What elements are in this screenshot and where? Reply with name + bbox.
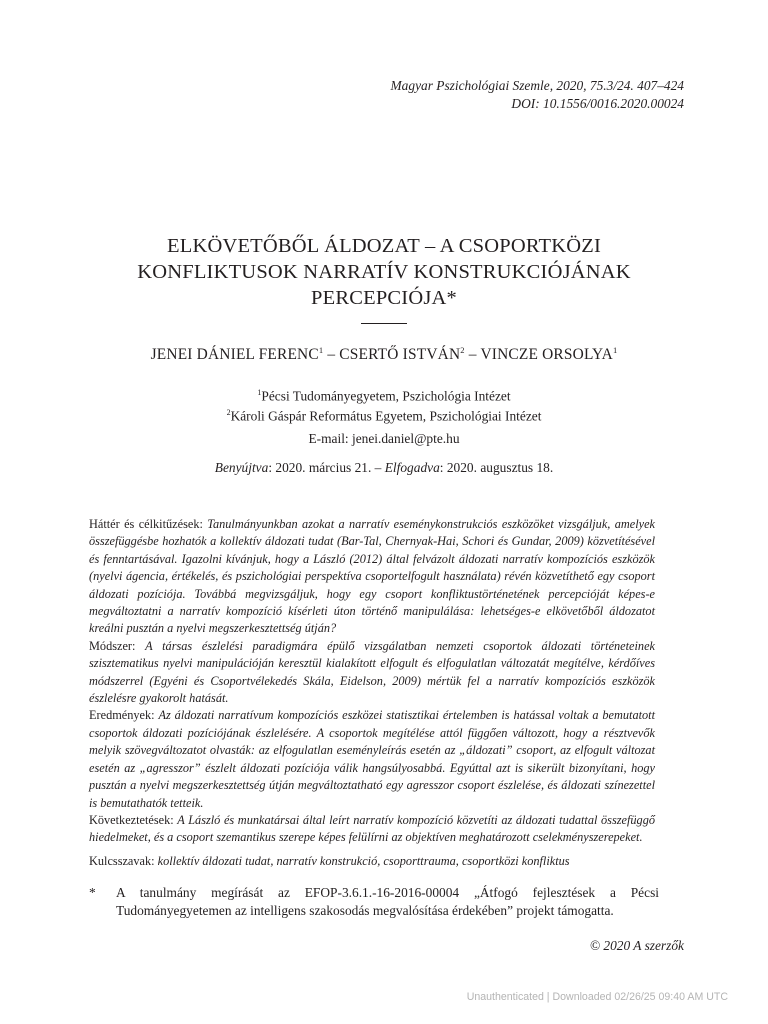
abstract	[89, 516, 655, 847]
affiliation-line	[84, 404, 684, 424]
title-line-2: KONFLIKTUSOK NARRATÍV KONSTRUKCIÓJÁNAK	[137, 261, 631, 283]
journal-header	[264, 77, 684, 113]
abstract-paragraph	[89, 638, 655, 708]
abstract-section-text: Az áldozati narratívum kompozíciós eszközei statisztikai értelemben is hatással voltak a bemutatott csoportok áldozati pozíciójának észlelésére. A csoportok megítélése attól függően változott, hogy a résztvevők melyik szövegváltozatot olvasták: az elfogulatlan eseményleírás esetén az „áldozati” csoport, az elfogult változat esetén az „agresszor” észlelt áldozati pozíciója válik hangsúlyosabbá. Egyúttal azt is sikerült bizonyítani, hogy pusztán a nyelvi megszerkesztettség útján megváltoztatható egy agresszor csoport észlelése, és áldozati színezettel is bemutathatók tetteik.	[89, 708, 655, 810]
author-affiliation-mark: 1	[612, 345, 618, 355]
author-name: JENEI DÁNIEL FERENC	[150, 346, 319, 364]
title-line-1: ELKÖVETŐBŐL ÁLDOZAT – A CSOPORTKÖZI	[167, 235, 601, 257]
article-title	[84, 233, 684, 311]
abstract-section-label: Háttér és célkitűzések:	[89, 517, 208, 531]
abstract-paragraph	[89, 516, 655, 638]
author-affiliation-mark: 2	[460, 345, 465, 355]
author-separator: –	[323, 346, 340, 364]
doi-line: DOI: 10.1556/0016.2020.00024	[511, 96, 684, 111]
keywords-label: Kulcsszavak:	[89, 854, 158, 868]
submitted-date: : 2020. március 21. –	[268, 460, 385, 475]
download-watermark: Unauthenticated | Downloaded 02/26/25 09:40 AM UTC	[466, 991, 728, 1003]
copyright-notice: © 2020 A szerzők	[589, 938, 684, 953]
affiliations	[84, 384, 684, 425]
author-separator: –	[464, 346, 481, 364]
keywords	[89, 854, 655, 869]
affiliation-text: Károli Gáspár Református Egyetem, Pszichológiai Intézet	[230, 408, 542, 424]
title-line-3: PERCEPCIÓJA*	[311, 287, 457, 309]
abstract-section-label: Módszer:	[89, 638, 146, 653]
accepted-label: Elfogadva	[384, 460, 440, 475]
contact-email: E-mail: jenei.daniel@pte.hu	[308, 431, 460, 446]
affiliation-line	[84, 384, 684, 404]
footnote	[89, 884, 659, 919]
author-list	[84, 345, 684, 364]
author-name: VINCZE ORSOLYA	[480, 346, 613, 364]
abstract-section-text: Tanulmányunkban azokat a narratív eseménykonstrukciós eszközöket vizsgáljuk, amelyek összefüggésbe hozhatók a kollektív áldozati tudat (Bar-Tal, Chernyak-Hai, Schori és Gundar, 2009) közvetítésével és fenntartásával. Igazolni kívánjuk, hogy a László (2012) által felvázolt áldozati narratív kompozíciós eszközök (nyelvi ágencia, értékelés, és pszichológiai perspektíva csoportelfogult használata) révén közvetíthető egy csoport áldozati pozíciója. Továbbá megvizsgáljuk, hogy egy csoport konfliktustörténetének percepcióját képes-e megváltoztatni a narratív kompozíció kísérleti úton történő manipulálása: lehetséges-e elkövetőből áldozatot kreálni pusztán a nyelvi megszerkesztettség útján?	[89, 517, 655, 636]
abstract-section-text: A társas észlelési paradigmára épülő vizsgálatban nemzeti csoportok áldozati történeteinek szisztematikus nyelvi manipulációján keresztül kialakított elfogult és elfogulatlan változatát megítélve, kérdőíves módszerrel (Egyéni és Csoportvélekedés Skála, Eidelson, 2009) mértük fel a narratív kompozíciós eszközök észlelésre gyakorolt hatását.	[89, 638, 655, 706]
submission-dates	[84, 460, 684, 476]
title-divider	[361, 323, 407, 324]
abstract-section-text: A László és munkatársai által leírt narratív kompozíció közvetíti az áldozati tudattal összefüggő hiedelmeket, és a csoport szemantikus szerepe képes felülírni az objektíven meghatározott cselekményszerepeket.	[89, 812, 655, 845]
affiliation-mark: 1	[257, 388, 262, 397]
journal-citation: Magyar Pszichológiai Szemle, 2020, 75.3/24. 407–424	[390, 78, 684, 93]
abstract-paragraph	[89, 707, 655, 811]
affiliation-mark: 2	[226, 408, 231, 418]
accepted-date: : 2020. augusztus 18.	[439, 460, 554, 475]
footnote-text: A tanulmány megírását az EFOP-3.6.1.-16-2016-00004 „Átfogó fejlesztések a Pécsi Tudományegyetemen az intelligens szakosodás megvalósítása érdekében” projekt támogatta.	[116, 885, 659, 918]
submitted-label: Benyújtva	[214, 460, 269, 475]
keywords-text: kollektív áldozati tudat, narratív konstrukció, csoporttrauma, csoportközi konfliktus	[157, 854, 570, 868]
abstract-section-label: Következtetések:	[89, 812, 178, 827]
abstract-paragraph	[89, 812, 655, 847]
footnote-marker: *	[89, 885, 96, 900]
abstract-section-label: Eredmények:	[89, 708, 159, 723]
author-name: CSERTŐ ISTVÁN	[339, 346, 461, 364]
author-affiliation-mark: 1	[318, 345, 324, 355]
affiliation-text: Pécsi Tudományegyetem, Pszichológia Intézet	[261, 388, 511, 404]
